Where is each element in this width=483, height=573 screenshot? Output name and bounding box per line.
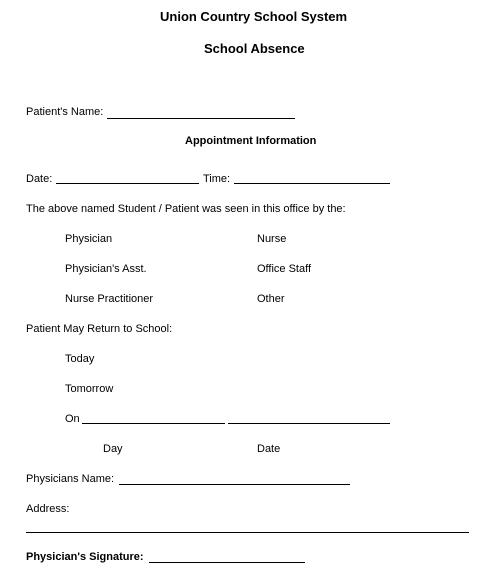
option-tomorrow[interactable]: Tomorrow [65, 383, 114, 395]
option-physicians-asst[interactable]: Physician's Asst. [65, 263, 147, 275]
appointment-heading: Appointment Information [185, 135, 317, 147]
org-name: Union Country School System [160, 9, 348, 24]
address-field[interactable] [26, 532, 469, 533]
signature-field[interactable] [149, 562, 305, 563]
return-date-field[interactable] [228, 423, 390, 424]
option-nurse[interactable]: Nurse [257, 233, 287, 245]
seen-by-text: The above named Student / Patient was seen in this office by the: [26, 203, 346, 215]
option-other[interactable]: Other [257, 293, 285, 305]
option-today[interactable]: Today [65, 353, 95, 365]
physician-name-field[interactable] [119, 484, 350, 485]
address-label: Address: [26, 503, 70, 515]
form-title: School Absence [204, 41, 305, 56]
option-nurse-practitioner[interactable]: Nurse Practitioner [65, 293, 154, 305]
day-caption: Day [103, 443, 123, 455]
return-label: Patient May Return to School: [26, 323, 173, 335]
physician-name-label: Physicians Name: [26, 473, 115, 485]
time-field[interactable] [234, 183, 390, 184]
patient-name-field[interactable] [107, 118, 295, 119]
on-label: On [65, 413, 80, 425]
date-caption: Date [257, 443, 281, 455]
signature-label: Physician's Signature: [26, 551, 144, 563]
date-label: Date: [26, 173, 53, 185]
date-field[interactable] [56, 183, 199, 184]
time-label: Time: [203, 173, 231, 185]
option-office-staff[interactable]: Office Staff [257, 263, 312, 275]
return-day-field[interactable] [82, 423, 225, 424]
option-physician[interactable]: Physician [65, 233, 113, 245]
patient-name-label: Patient's Name: [26, 106, 104, 118]
